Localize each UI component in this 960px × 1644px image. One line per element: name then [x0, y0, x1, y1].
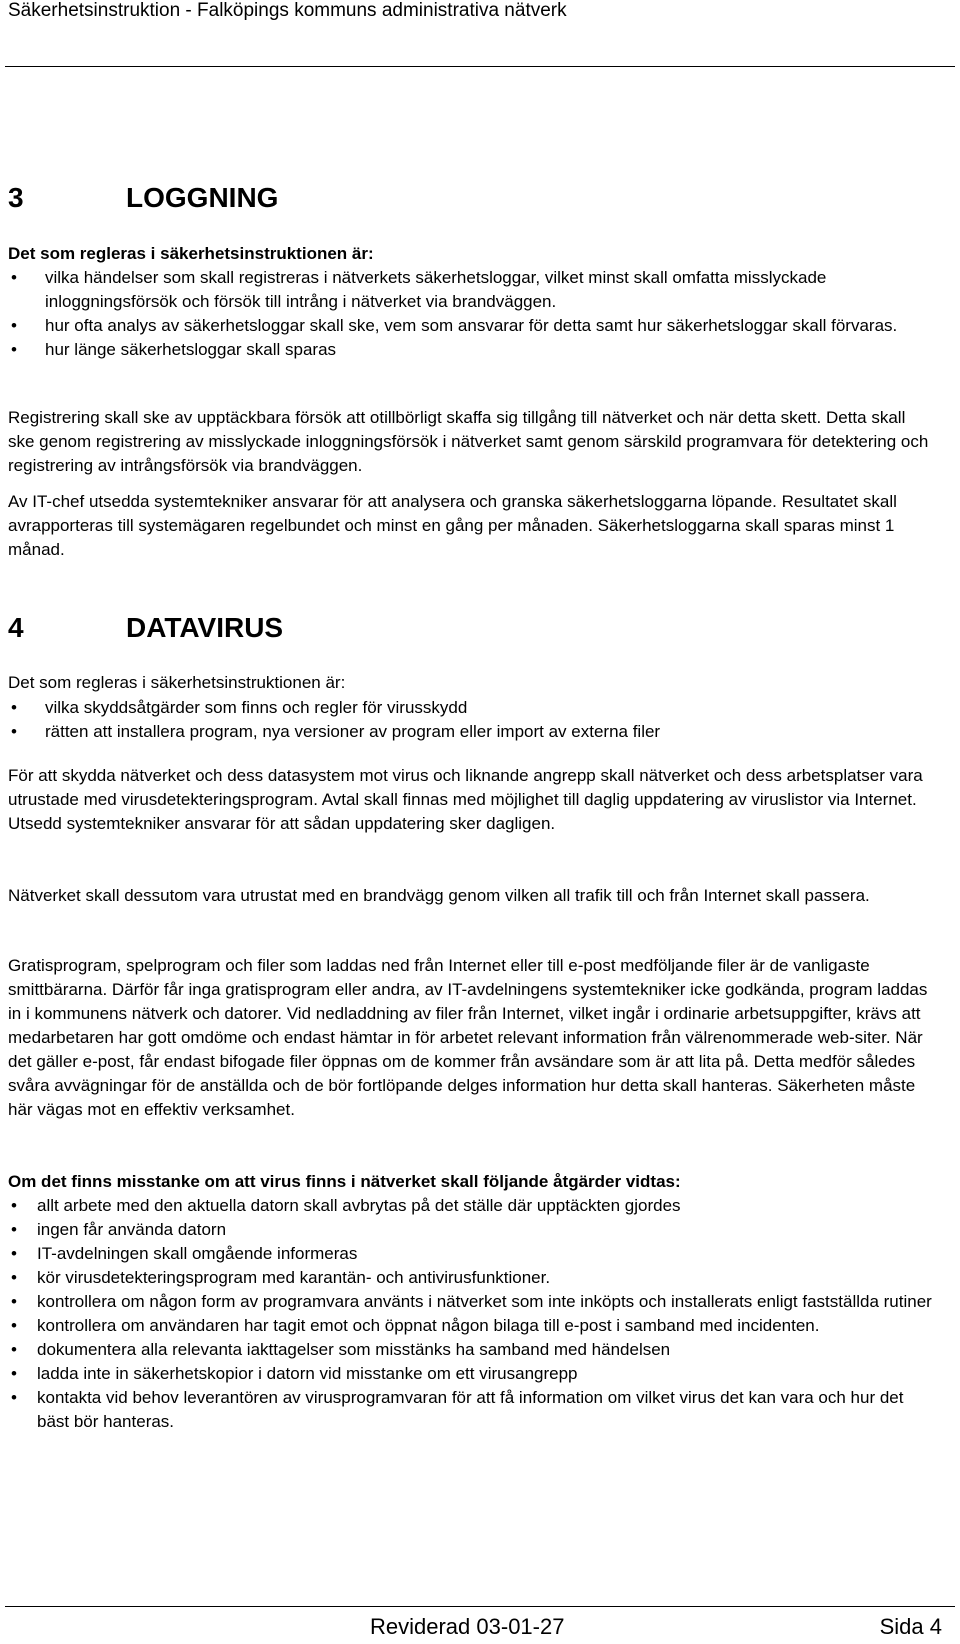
- list-item: • ingen får använda datorn: [8, 1218, 940, 1242]
- virus-actions-lead: Om det finns misstanke om att virus finns i nätverket skall följande åtgärder vidtas:: [8, 1172, 681, 1191]
- section-3-paragraph: Av IT-chef utsedda systemtekniker ansvarar för att analysera och granska säkerhetsloggarna löpande. Resultatet skall avrapporteras till systemägaren regelbundet och minst en gång per månaden. Säkerhetsloggarna skall sparas minst 1 månad.: [8, 492, 897, 559]
- section-3-paragraph: Registrering skall ske av upptäckbara försök att otillbörligt skaffa sig tillgång till nätverket och när detta skett. Detta skall ske genom registrering av misslyckade inloggningsförsök i nätverket samt genom särskild programvara för detektering och registrering av intrångsförsök via brandväggen.: [8, 408, 929, 475]
- list-item: • rätten att installera program, nya versioner av program eller import av externa filer: [8, 720, 940, 744]
- footer-revision: Reviderad 03-01-27: [370, 1614, 565, 1639]
- section-4-paragraph: Nätverket skall dessutom vara utrustat med en brandvägg genom vilken all trafik till och från Internet skall passera.: [8, 886, 870, 905]
- list-item: • IT-avdelningen skall omgående informeras: [8, 1242, 940, 1266]
- section-4-number: 4: [8, 612, 24, 643]
- section-4-paragraph: Gratisprogram, spelprogram och filer som laddas ned från Internet eller till e-post medföljande filer är de vanligaste smittbärarna. Därför får inga gratisprogram eller andra, av IT-avdelningens systemtekniker icke godkända, program laddas in i kommunens nätverk och datorer. Vid nedladdning av filer från Internet, vilket ingår i ordinarie arbetsuppgifter, krävs att medarbetaren har gott omdöme och endast hämtar in för arbetet relevant information från välrenommerade web-siter. När det gäller e-post, får endast bifogade filer öppnas om de kommer från avsändare som är att lita på. Detta medför således svåra avvägningar för de anställda och de bör fortlöpande delges information hur detta skall hanteras. Säkerheten måste här vägas mot en effektiv verksamhet.: [8, 956, 928, 1119]
- list-item: • allt arbete med den aktuella datorn skall avbrytas på det ställe där upptäckten gjordes: [8, 1194, 940, 1218]
- footer-page-number: Sida 4: [879, 1614, 942, 1639]
- section-4-lead: Det som regleras i säkerhetsinstruktionen är:: [8, 673, 346, 692]
- list-item: • hur länge säkerhetsloggar skall sparas: [8, 338, 920, 362]
- virus-actions-list: [8, 1194, 940, 1434]
- list-item: • vilka händelser som skall registreras i nätverkets säkerhetsloggar, vilket minst skall omfatta misslyckade inloggningsförsök och försök till intrång i nätverket via brandväggen.: [8, 266, 920, 314]
- list-item: • kör virusdetekteringsprogram med karantän- och antivirusfunktioner.: [8, 1266, 940, 1290]
- header-divider: [5, 66, 955, 67]
- section-3-bullet-list: [8, 266, 920, 362]
- list-item: • ladda inte in säkerhetskopior i datorn vid misstanke om ett virusangrepp: [8, 1362, 940, 1386]
- section-3-number: 3: [8, 182, 24, 213]
- page-header-title: Säkerhetsinstruktion - Falköpings kommuns administrativa nätverk: [8, 0, 567, 21]
- list-item: • kontrollera om någon form av programvara använts i nätverket som inte inköpts och installerats enligt fastställda rutiner: [8, 1290, 940, 1314]
- list-item: • hur ofta analys av säkerhetsloggar skall ske, vem som ansvarar för detta samt hur säkerhetsloggar skall förvaras.: [8, 314, 920, 338]
- section-4-paragraph: För att skydda nätverket och dess datasystem mot virus och liknande angrepp skall nätverket och dess arbetsplatser vara utrustade med virusdetekteringsprogram. Avtal skall finnas med möjlighet till daglig uppdatering av viruslistor via Internet. Utsedd systemtekniker ansvarar för att sådan uppdatering sker dagligen.: [8, 766, 923, 833]
- list-item: • vilka skyddsåtgärder som finns och regler för virusskydd: [8, 696, 940, 720]
- section-3-title: LOGGNING: [126, 182, 279, 213]
- list-item: • dokumentera alla relevanta iakttagelser som misstänks ha samband med händelsen: [8, 1338, 940, 1362]
- list-item: • kontakta vid behov leverantören av virusprogramvaran för att få information om vilket virus det kan vara och hur det bäst bör hanteras.: [8, 1386, 940, 1434]
- list-item: • kontrollera om användaren har tagit emot och öppnat någon bilaga till e-post i samband med incidenten.: [8, 1314, 940, 1338]
- footer-divider: [5, 1606, 955, 1607]
- section-4-bullet-list: [8, 696, 940, 744]
- section-4-title: DATAVIRUS: [126, 612, 284, 643]
- section-3-lead: Det som regleras i säkerhetsinstruktionen är:: [8, 244, 374, 263]
